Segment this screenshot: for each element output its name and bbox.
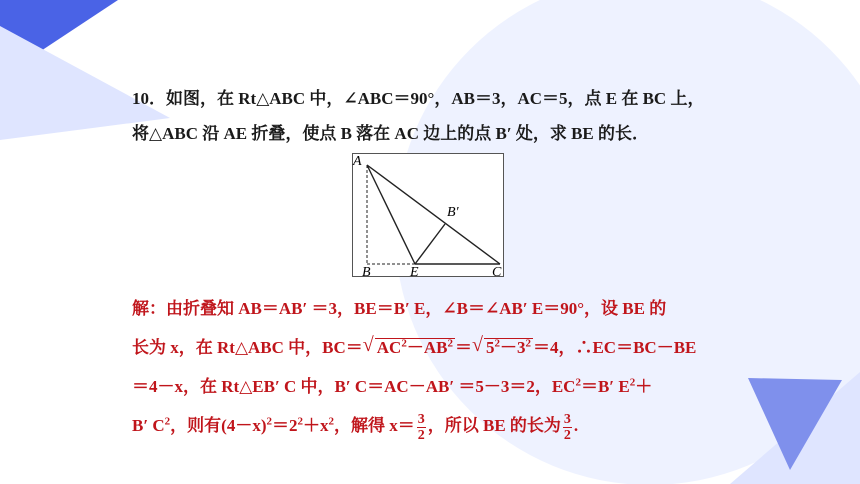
solution-line-3 bbox=[132, 370, 737, 404]
sqrt1-mid: －AB bbox=[406, 338, 448, 357]
frac1-den: 2 bbox=[417, 427, 425, 443]
solution-block bbox=[132, 292, 737, 448]
problem-statement bbox=[132, 81, 732, 151]
sol-l4-f: ，所以 BE 的长为 bbox=[427, 416, 561, 435]
sqrt1-a: AC bbox=[376, 338, 402, 357]
frac1-num: 3 bbox=[417, 411, 425, 427]
sol-l2-post: ＝4，∴EC＝BC－BE bbox=[532, 338, 697, 357]
sol-l3-exp2: 2 bbox=[629, 376, 636, 389]
solution-line-2 bbox=[132, 326, 737, 370]
sol-l4-exp2: 2 bbox=[266, 415, 272, 428]
label-E: E bbox=[410, 265, 419, 277]
sol-l4-c: ＝2 bbox=[271, 416, 298, 435]
sol-l3-b: ＝B′ E bbox=[580, 377, 630, 396]
sol-l4-g: . bbox=[573, 416, 579, 435]
sol-l2-eq: ＝ bbox=[454, 338, 472, 357]
sol-l4-e: ，解得 x＝ bbox=[333, 416, 415, 435]
sol-l4-d: ＋x bbox=[302, 416, 329, 435]
label-C: C bbox=[492, 265, 502, 277]
sol-l4-a: B′ C bbox=[132, 416, 165, 435]
label-A: A bbox=[353, 154, 362, 169]
sqrt1-exp2: 2 bbox=[447, 337, 453, 350]
sol-l4-exp4: 2 bbox=[328, 415, 334, 428]
figure-border bbox=[353, 154, 504, 277]
frac2-num: 3 bbox=[563, 411, 571, 427]
sol-l4-b: ，则有(4－x) bbox=[170, 416, 267, 435]
sol-l3-a: ＝4－x，在 Rt△EB′ C 中，B′ C＝AC－AB′ ＝5－3＝2，EC bbox=[132, 377, 576, 396]
sol-l4-exp3: 2 bbox=[297, 415, 303, 428]
label-Bp: B′ bbox=[447, 205, 459, 220]
fraction-2 bbox=[563, 412, 572, 443]
geometry-figure bbox=[352, 153, 504, 277]
sqrt1-exp1: 2 bbox=[401, 337, 407, 350]
frac2-den: 2 bbox=[563, 427, 571, 443]
sqrt2-exp1: 2 bbox=[494, 337, 500, 350]
sol-l3-c: ＋ bbox=[635, 377, 653, 396]
sqrt2-mid: －3 bbox=[499, 338, 526, 357]
sol-l3-exp1: 2 bbox=[575, 376, 581, 389]
sqrt2-a: 5 bbox=[485, 338, 495, 357]
fraction-1 bbox=[417, 412, 426, 443]
sol-l4-exp1: 2 bbox=[164, 415, 171, 428]
problem-line-2: 将△ABC 沿 AE 折叠，使点 B 落在 AC 边上的点 B′ 处，求 BE 的长． bbox=[132, 124, 650, 143]
solution-line-1: 解：由折叠知 AB＝AB′ ＝3，BE＝B′ E，∠B＝∠AB′ E＝90°，设 BE 的 bbox=[132, 299, 667, 318]
sol-l2-pre: 长为 x，在 Rt△ABC 中，BC＝ bbox=[132, 338, 363, 357]
problem-line-1: 10．如图，在 Rt△ABC 中，∠ABC＝90°，AB＝3，AC＝5，点 E 在 BC 上， bbox=[132, 89, 705, 108]
sqrt2-exp2: 2 bbox=[525, 337, 531, 350]
sqrt-1 bbox=[375, 338, 455, 357]
label-B: B bbox=[362, 265, 371, 277]
solution-line-4 bbox=[132, 404, 737, 448]
sqrt-2 bbox=[484, 338, 533, 357]
